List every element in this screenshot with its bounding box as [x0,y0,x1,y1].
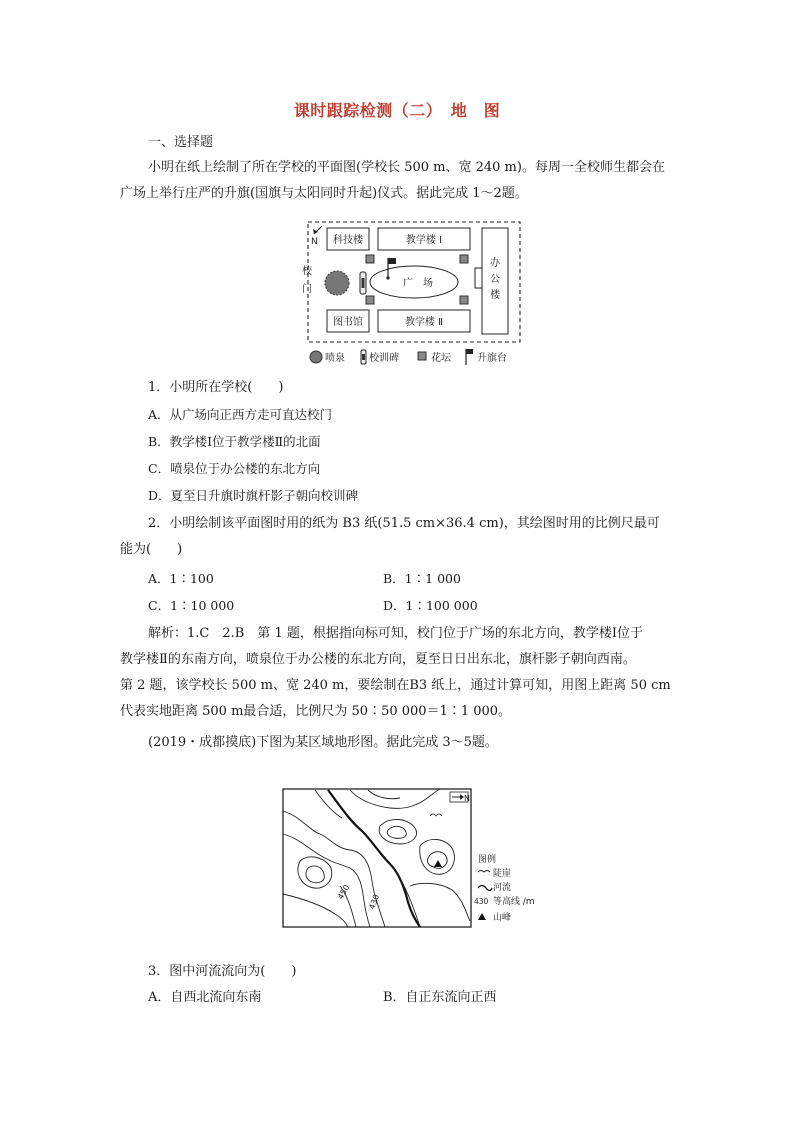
flower-bed-icon [460,255,468,263]
legend-river-icon [478,886,492,891]
analysis-line-1: 解析：1.C 2.B 第 1 题，根据指向标可知，校门位于广场的东北方向，教学楼Ⅰ位于 [148,626,643,641]
gate-label-2: 门 [302,284,312,295]
q2-option-b: B．1∶1 000 [383,571,461,586]
legend-cliff-icon [478,871,490,873]
topographic-map-figure [280,786,550,934]
teaching-2-label: 教学楼 Ⅱ [404,317,444,328]
analysis-line-3: 第 2 题，该学校长 500 m、宽 240 m，要绘制在B3 纸上，通过计算可知，用图上距离 50 cm [120,678,671,693]
legend-peak-icon [478,913,486,920]
intro2-line: (2019・成都摸底)下图为某区域地形图。据此完成 3～5题。 [148,735,498,750]
q2-option-a: A．1∶100 [148,571,214,586]
q2-option-d: D．1∶100 000 [383,598,478,613]
topo-legend-contour: 等高线 /m [493,897,535,907]
intro-line-1: 小明在纸上绘制了所在学校的平面图(学校长 500 m、宽 240 m)。每周一全校师生都会在 [148,160,665,175]
contour-label-450: 450 [335,883,352,901]
science-building-label: 科技楼 [333,235,363,246]
gate-label-1: 校 [302,266,312,277]
flower-bed-icon [460,296,468,304]
q1-option-d: D．夏至日升旗时旗杆影子朝向校训碑 [148,488,359,503]
q2-stem-2: 能为( ) [120,542,183,557]
library-label: 图书馆 [333,317,363,328]
intro-line-2: 广场上举行庄严的升旗(国旗与太阳同时升起)仪式。据此完成 1～2题。 [120,186,528,201]
topo-legend-river: 河流 [493,883,512,893]
topo-legend-peak: 山峰 [493,913,512,923]
legend-stele: 校训碑 [369,353,399,364]
q2-option-c: C．1∶10 000 [148,598,235,613]
fountain-icon [325,271,349,295]
q3-option-a: A．自西北流向东南 [148,990,262,1005]
section-heading: 一、选择题 [148,135,214,150]
topo-legend-cliff: 陡崖 [493,869,512,879]
legend-fountain: 喷泉 [325,353,345,364]
q1-option-b: B．教学楼Ⅰ位于教学楼Ⅱ的北面 [148,434,321,449]
office-label-3: 楼 [490,290,500,301]
legend-flowerbed: 花坛 [431,353,451,364]
north-label: N [311,237,318,247]
legend-flowerbed-icon [418,352,426,360]
square-label: 广 场 [403,278,433,289]
q1-option-a: A．从广场向正西方走可直达校门 [148,407,333,422]
analysis-line-2: 教学楼Ⅱ的东南方向，喷泉位于办公楼的东北方向，夏至日日出东北，旗杆影子朝向西南。 [120,652,636,667]
q2-stem-1: 2．小明绘制该平面图时用的纸为 B3 纸(51.5 cm×36.4 cm)，其绘图时用的比例尺最可 [148,516,660,531]
legend-flag: 升旗台 [477,353,507,364]
page-title: 课时跟踪检测（二） 地 图 [293,101,501,120]
contour-label-430: 430 [367,893,382,911]
teaching-1-label: 教学楼 Ⅰ [405,235,443,246]
topo-north-label: N [464,794,470,803]
q3-stem: 3．图中河流流向为( ) [148,964,297,979]
q3-option-b: B．自正东流向正西 [383,990,497,1005]
flower-bed-icon [366,296,374,304]
office-label-1: 办 [490,258,500,269]
legend-fountain-icon [310,351,322,363]
q1-option-c: C．喷泉位于办公楼的东北方向 [148,461,321,476]
office-label-2: 公 [490,274,500,285]
topo-legend-title: 图例 [478,855,497,865]
analysis-line-4: 代表实地距离 500 m最合适，比例尺为 50∶50 000＝1∶1 000。 [120,704,512,719]
school-plan-figure [300,220,530,370]
flower-bed-icon [366,255,374,263]
topo-legend-contour-sample: 430 [474,897,489,906]
q1-stem: 1．小明所在学校( ) [148,380,284,395]
